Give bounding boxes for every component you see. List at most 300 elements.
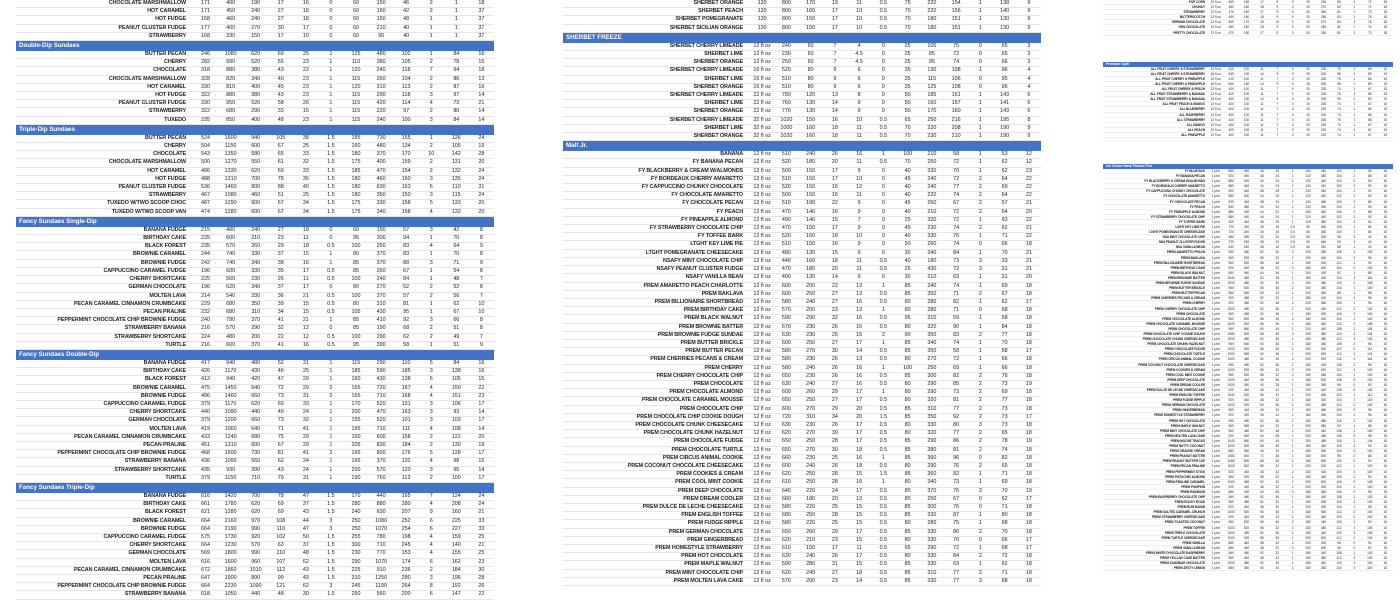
item-name: HOT CARAMEL	[16, 167, 193, 175]
item-value: 0.5	[871, 421, 895, 429]
item-value: 230	[1316, 92, 1331, 97]
section-title: Premium Split	[1103, 62, 1393, 67]
item-value: 170	[799, 0, 823, 8]
item-value: 28	[823, 471, 847, 479]
item-value: 1	[444, 16, 469, 24]
item-value: 20	[1300, 117, 1315, 122]
item-value: 960	[1223, 423, 1238, 428]
item-value: 440	[1239, 174, 1254, 179]
item-value: 2	[1285, 281, 1300, 286]
item-value: 350	[243, 300, 268, 308]
item-value: 616	[193, 558, 218, 566]
item-value: 124	[1331, 275, 1346, 280]
item-name: PREM PEPPERMINT STICK	[1103, 469, 1208, 474]
item-value: 66	[1362, 112, 1377, 117]
item-value: 280	[920, 307, 944, 315]
item-value: 48	[1254, 469, 1269, 474]
item-value: 115	[343, 75, 368, 83]
item-value: 0.5	[871, 159, 895, 167]
item-value: 410	[369, 317, 394, 325]
item-value: 104	[1331, 219, 1346, 224]
item-value: 29	[823, 405, 847, 413]
item-value: 71	[944, 290, 968, 298]
item-value: 710	[243, 474, 268, 482]
item-value: 1	[968, 8, 992, 16]
item-value: 880	[1223, 184, 1238, 189]
item-value: 45	[896, 175, 920, 183]
item-value: 440	[1316, 530, 1331, 535]
item-value: 1 pint	[1208, 316, 1223, 321]
item-value: 16	[1377, 286, 1393, 291]
item-value: 290	[243, 108, 268, 116]
item-value: 110	[268, 525, 293, 533]
item-value: 14	[1254, 97, 1269, 102]
item-value: 150	[369, 16, 394, 24]
table-row	[563, 520, 1041, 528]
item-value: 440	[1316, 520, 1331, 525]
table-row	[16, 517, 494, 525]
item-value: 100	[1239, 107, 1254, 112]
item-value: 96	[1331, 545, 1346, 550]
item-value: 240	[774, 43, 798, 51]
item-value: 104	[1331, 296, 1346, 301]
item-value: 1	[1285, 382, 1300, 387]
item-value: 67	[1362, 127, 1377, 132]
item-value: 1	[1285, 347, 1300, 352]
item-value: 1 pint	[1208, 209, 1223, 214]
item-value: 1000	[774, 124, 798, 132]
item-value: 2	[968, 225, 992, 233]
item-value: 440	[1316, 474, 1331, 479]
item-value: 196	[444, 575, 469, 583]
item-value: 1 pint	[1208, 438, 1223, 443]
item-value: 1	[1347, 291, 1362, 296]
table-row	[563, 282, 1041, 290]
item-value: 92	[1362, 520, 1377, 525]
item-value: 40	[394, 24, 419, 32]
item-value: 16	[1377, 444, 1393, 449]
item-value: 180	[1300, 337, 1315, 342]
item-value: 1	[1347, 464, 1362, 469]
item-value: 1	[318, 474, 343, 482]
item-value: 27	[823, 397, 847, 405]
item-value: 16	[1377, 275, 1393, 280]
item-value: 62	[993, 225, 1017, 233]
item-value: 130	[750, 0, 774, 8]
item-value: 15	[293, 251, 318, 259]
item-value: 1	[1285, 459, 1300, 464]
item-value: 92	[1362, 260, 1377, 265]
item-value: 650	[774, 438, 798, 446]
item-value: 1	[871, 282, 895, 290]
item-name: PECAN PRALINE	[16, 441, 193, 449]
item-value: 330	[243, 251, 268, 259]
item-value: 440	[1316, 209, 1331, 214]
item-value: 20	[823, 495, 847, 503]
item-name: PREM CHOCOLATE CHIP COOKIE DOUGH	[563, 413, 750, 421]
item-value: 1	[444, 8, 469, 16]
item-value: 40	[268, 75, 293, 83]
item-value: 230	[920, 225, 944, 233]
item-value: 180	[1300, 408, 1315, 413]
item-value: 580	[774, 364, 798, 372]
item-value: 83	[394, 251, 419, 259]
item-value: 1	[1347, 10, 1362, 15]
item-value: 16 fl oz	[750, 75, 774, 83]
item-value: 1	[419, 24, 444, 32]
item-value: 20	[1300, 107, 1315, 112]
item-value: 650	[774, 397, 798, 405]
item-value: 210	[944, 133, 968, 141]
item-value: 161	[944, 92, 968, 100]
item-value: 1	[1285, 479, 1300, 484]
item-value: 24	[469, 167, 494, 175]
item-value: 520	[1239, 286, 1254, 291]
item-value: 70	[896, 24, 920, 32]
item-value: 9	[823, 83, 847, 91]
item-value: 180	[1300, 454, 1315, 459]
item-name: PREM TOFFEE	[1103, 525, 1208, 530]
item-value: 1	[1347, 5, 1362, 10]
item-name: FY PINEAPPLE ALMOND	[1103, 209, 1208, 214]
item-value: 116	[1331, 281, 1346, 286]
item-value: 400	[1223, 132, 1238, 137]
item-value: 168	[193, 16, 218, 24]
item-value: 2	[1285, 301, 1300, 306]
item-value: 600	[774, 290, 798, 298]
item-value: 25	[823, 503, 847, 511]
item-value: 100	[1331, 474, 1346, 479]
item-value: 1	[1347, 551, 1362, 556]
item-value: 0.5	[871, 0, 895, 8]
item-value: 33	[469, 517, 494, 525]
table-row	[563, 233, 1041, 241]
item-value: 1 pint	[1208, 235, 1223, 240]
item-value: 85	[896, 512, 920, 520]
item-value: 1	[419, 300, 444, 308]
item-value: 12 fl oz	[750, 298, 774, 306]
item-value: 520	[1316, 535, 1331, 540]
item-value: 990	[243, 525, 268, 533]
item-value: 72	[993, 553, 1017, 561]
item-value: 520	[774, 67, 798, 75]
item-name: CHOCOLATE	[16, 67, 193, 75]
item-value: 410	[1223, 92, 1238, 97]
item-value: 1	[1347, 230, 1362, 235]
item-value: 26	[823, 462, 847, 470]
item-value: 1 pint	[1208, 225, 1223, 230]
item-value: 5	[419, 360, 444, 368]
item-value: 480	[1239, 561, 1254, 566]
item-value: 12 fl oz	[750, 577, 774, 585]
item-value: 100	[1239, 102, 1254, 107]
item-value: 100	[1362, 377, 1377, 382]
item-name: ALL RASPBERRY	[1103, 112, 1208, 117]
item-value: 27	[823, 339, 847, 347]
item-value: 2160	[218, 517, 243, 525]
item-value: 680	[1223, 235, 1238, 240]
item-value: 200	[1300, 250, 1315, 255]
item-value: 400	[1316, 362, 1331, 367]
item-value: 640	[243, 384, 268, 392]
item-value: 1	[419, 341, 444, 349]
item-name: PREM DEEP CHOCOLATE	[1103, 377, 1208, 382]
item-value: 15	[1377, 92, 1393, 97]
item-value: 1 pint	[1208, 311, 1223, 316]
item-name: PREM PECAN PRALINE	[1103, 464, 1208, 469]
item-value: 1	[1285, 377, 1300, 382]
item-value: 1.5	[318, 159, 343, 167]
item-value: 70	[444, 251, 469, 259]
item-value: 470	[774, 266, 798, 274]
item-value: 62	[993, 159, 1017, 167]
item-value: 80	[944, 421, 968, 429]
item-value: 379	[193, 400, 218, 408]
item-value: 230	[920, 133, 944, 141]
table-row	[563, 397, 1041, 405]
item-value: 104	[394, 75, 419, 83]
item-value: 1	[1347, 413, 1362, 418]
item-value: 1	[968, 282, 992, 290]
table-row	[16, 227, 494, 235]
item-value: 16	[1377, 566, 1393, 571]
item-value: 44	[1254, 169, 1269, 174]
item-value: 1	[1285, 449, 1300, 454]
item-value: 96	[993, 67, 1017, 75]
item-value: 12 fl oz	[750, 241, 774, 249]
item-value: 67	[944, 495, 968, 503]
item-value: 102	[394, 51, 419, 59]
item-value: 560	[1239, 291, 1254, 296]
item-value: 85	[920, 51, 944, 59]
item-value: 440	[1239, 398, 1254, 403]
item-value: 600	[243, 441, 268, 449]
item-value: 71	[993, 503, 1017, 511]
item-value: 25	[1300, 71, 1315, 76]
item-value: 16	[1377, 372, 1393, 377]
item-value: 140	[799, 208, 823, 216]
item-value: 190	[993, 124, 1017, 132]
item-value: 95	[343, 341, 368, 349]
item-name: PEPPERMINT CHOCOLATE CHIP BROWNIE FUDGE	[16, 317, 193, 325]
item-value: 330	[920, 561, 944, 569]
item-value: 229	[193, 300, 218, 308]
item-value: 100	[1331, 199, 1346, 204]
item-value: 500	[774, 167, 798, 175]
item-value: 216	[193, 341, 218, 349]
item-value: 62	[268, 458, 293, 466]
table-row	[563, 298, 1041, 306]
item-value: 63	[993, 216, 1017, 224]
item-value: 560	[218, 276, 243, 284]
item-value: 328	[193, 75, 218, 83]
item-value: 56	[1254, 260, 1269, 265]
item-value: 350	[920, 348, 944, 356]
item-value: 190	[799, 200, 823, 208]
item-value: 120	[1300, 184, 1315, 189]
item-value: 880	[218, 92, 243, 100]
item-value: 0	[871, 92, 895, 100]
item-value: 104	[1362, 438, 1377, 443]
item-value: 104	[1331, 515, 1346, 520]
item-value: 180	[1300, 444, 1315, 449]
item-value: 1	[419, 51, 444, 59]
item-name: PREM MOLTEN LAVA CAKE	[1103, 433, 1208, 438]
item-value: 12 fl oz	[1208, 30, 1223, 35]
item-value: 790	[218, 317, 243, 325]
item-value: 1 pint	[1208, 377, 1223, 382]
item-value: 270	[1316, 5, 1331, 10]
table-row	[16, 368, 494, 376]
item-value: 16	[1377, 214, 1393, 219]
item-value: 0.5	[871, 569, 895, 577]
item-value: 1	[1285, 255, 1300, 260]
item-name: SHERBET CHERRY LIMEADE	[563, 67, 750, 75]
item-value: 1	[1285, 464, 1300, 469]
item-value: 5	[419, 200, 444, 208]
item-value: 1	[1285, 556, 1300, 561]
section-header	[16, 124, 494, 135]
item-value: 220	[1316, 132, 1331, 137]
item-value: 12 fl oz	[750, 159, 774, 167]
item-value: 7	[1270, 87, 1285, 92]
item-value: 48	[1254, 484, 1269, 489]
item-value: 390	[369, 341, 394, 349]
item-value: 11	[847, 133, 871, 141]
item-value: 2	[1347, 331, 1362, 336]
item-value: 250	[920, 116, 944, 124]
item-value: 68	[1362, 76, 1377, 81]
table-row	[1103, 566, 1393, 571]
item-value: 25	[293, 368, 318, 376]
item-value: 13	[823, 92, 847, 100]
item-value: 10	[847, 24, 871, 32]
item-name: BROWNIE FUDGE	[16, 392, 193, 400]
item-value: 1	[1285, 194, 1300, 199]
item-value: 16	[1377, 189, 1393, 194]
item-value: 80	[1300, 230, 1315, 235]
item-value: 1 pint	[1208, 398, 1223, 403]
item-value: 240	[920, 282, 944, 290]
item-name: PREM HOMESTYLE STRAWBERRY	[563, 545, 750, 553]
item-value: 100	[1239, 76, 1254, 81]
item-value: 18	[469, 67, 494, 75]
item-value: 130	[799, 249, 823, 257]
item-value: 225	[343, 566, 368, 574]
item-value: 18	[1377, 5, 1393, 10]
item-value: 8	[469, 284, 494, 292]
item-value: 120	[1300, 204, 1315, 209]
item-value: 1600	[218, 135, 243, 143]
item-value: 664	[193, 583, 218, 591]
item-value: 16	[1377, 291, 1393, 296]
item-value: 24	[823, 487, 847, 495]
item-value: 9	[469, 259, 494, 267]
item-value: 664	[193, 517, 218, 525]
item-value: 440	[1316, 551, 1331, 556]
item-value: 7	[1270, 122, 1285, 127]
item-value: 200	[1300, 281, 1315, 286]
item-value: 6	[419, 517, 444, 525]
item-value: 440	[243, 591, 268, 599]
item-value: 70	[896, 8, 920, 16]
item-value: 600	[218, 235, 243, 243]
item-value: 0.5	[1285, 225, 1300, 230]
item-name: PREM COOL MINT COOKIE	[1103, 372, 1208, 377]
item-value: 18	[1377, 30, 1393, 35]
item-name: FY CHOCOLATE AMARETTO	[563, 192, 750, 200]
item-value: 53	[993, 151, 1017, 159]
item-value: 830	[369, 441, 394, 449]
item-value: 280	[920, 520, 944, 528]
table-row	[563, 208, 1041, 216]
item-value: 15	[847, 331, 871, 339]
item-value: 17	[1017, 413, 1041, 421]
item-value: 176	[394, 450, 419, 458]
item-value: 520	[1239, 347, 1254, 352]
item-name: PREM CHOCOLATE	[1103, 311, 1208, 316]
item-value: 1	[1347, 260, 1362, 265]
item-value: 154	[944, 0, 968, 8]
item-value: 250	[799, 438, 823, 446]
item-value: 16	[1377, 179, 1393, 184]
item-value: 20	[469, 433, 494, 441]
item-value: 1 pint	[1208, 367, 1223, 372]
item-value: 48	[1254, 189, 1269, 194]
item-value: 56	[1254, 464, 1269, 469]
item-value: 150	[799, 184, 823, 192]
item-value: 850	[218, 116, 243, 124]
item-value: 252	[394, 517, 419, 525]
table-row	[16, 75, 494, 83]
item-value: 480	[369, 143, 394, 151]
item-value: 1000	[1223, 352, 1238, 357]
item-value: 9	[1017, 16, 1041, 24]
item-value: 420	[243, 376, 268, 384]
item-value: 1 pint	[1208, 352, 1223, 357]
item-value: 400	[1316, 204, 1331, 209]
item-value: 580	[774, 298, 798, 306]
item-value: 1	[1285, 444, 1300, 449]
item-value: 0	[968, 307, 992, 315]
item-value: 180	[1300, 500, 1315, 505]
item-value: 17	[1017, 536, 1041, 544]
item-value: 80	[896, 495, 920, 503]
item-name: PECAN CARAMEL CINNAMON CRUMBCAKE	[16, 433, 193, 441]
item-value: 17	[823, 24, 847, 32]
item-value: 180	[1300, 321, 1315, 326]
item-value: 29	[823, 528, 847, 536]
item-value: 1	[1285, 535, 1300, 540]
item-value: 32	[1270, 250, 1285, 255]
item-value: 13	[847, 356, 871, 364]
item-value: 29	[293, 441, 318, 449]
item-name: HOT FUDGE	[16, 16, 193, 24]
table-row	[16, 425, 494, 433]
item-value: 82	[1331, 5, 1346, 10]
item-value: 1	[1285, 494, 1300, 499]
item-value: 1	[1285, 321, 1300, 326]
item-value: 100	[1362, 403, 1377, 408]
item-value: 400	[1316, 347, 1331, 352]
item-value: 72	[944, 175, 968, 183]
item-value: 69	[268, 509, 293, 517]
item-value: 16	[1377, 301, 1393, 306]
item-value: 40	[1254, 204, 1269, 209]
item-value: 65	[993, 51, 1017, 59]
item-name: FY CHOCOLATE PECAN	[1103, 199, 1208, 204]
item-name: MOLTEN LAVA	[16, 558, 193, 566]
